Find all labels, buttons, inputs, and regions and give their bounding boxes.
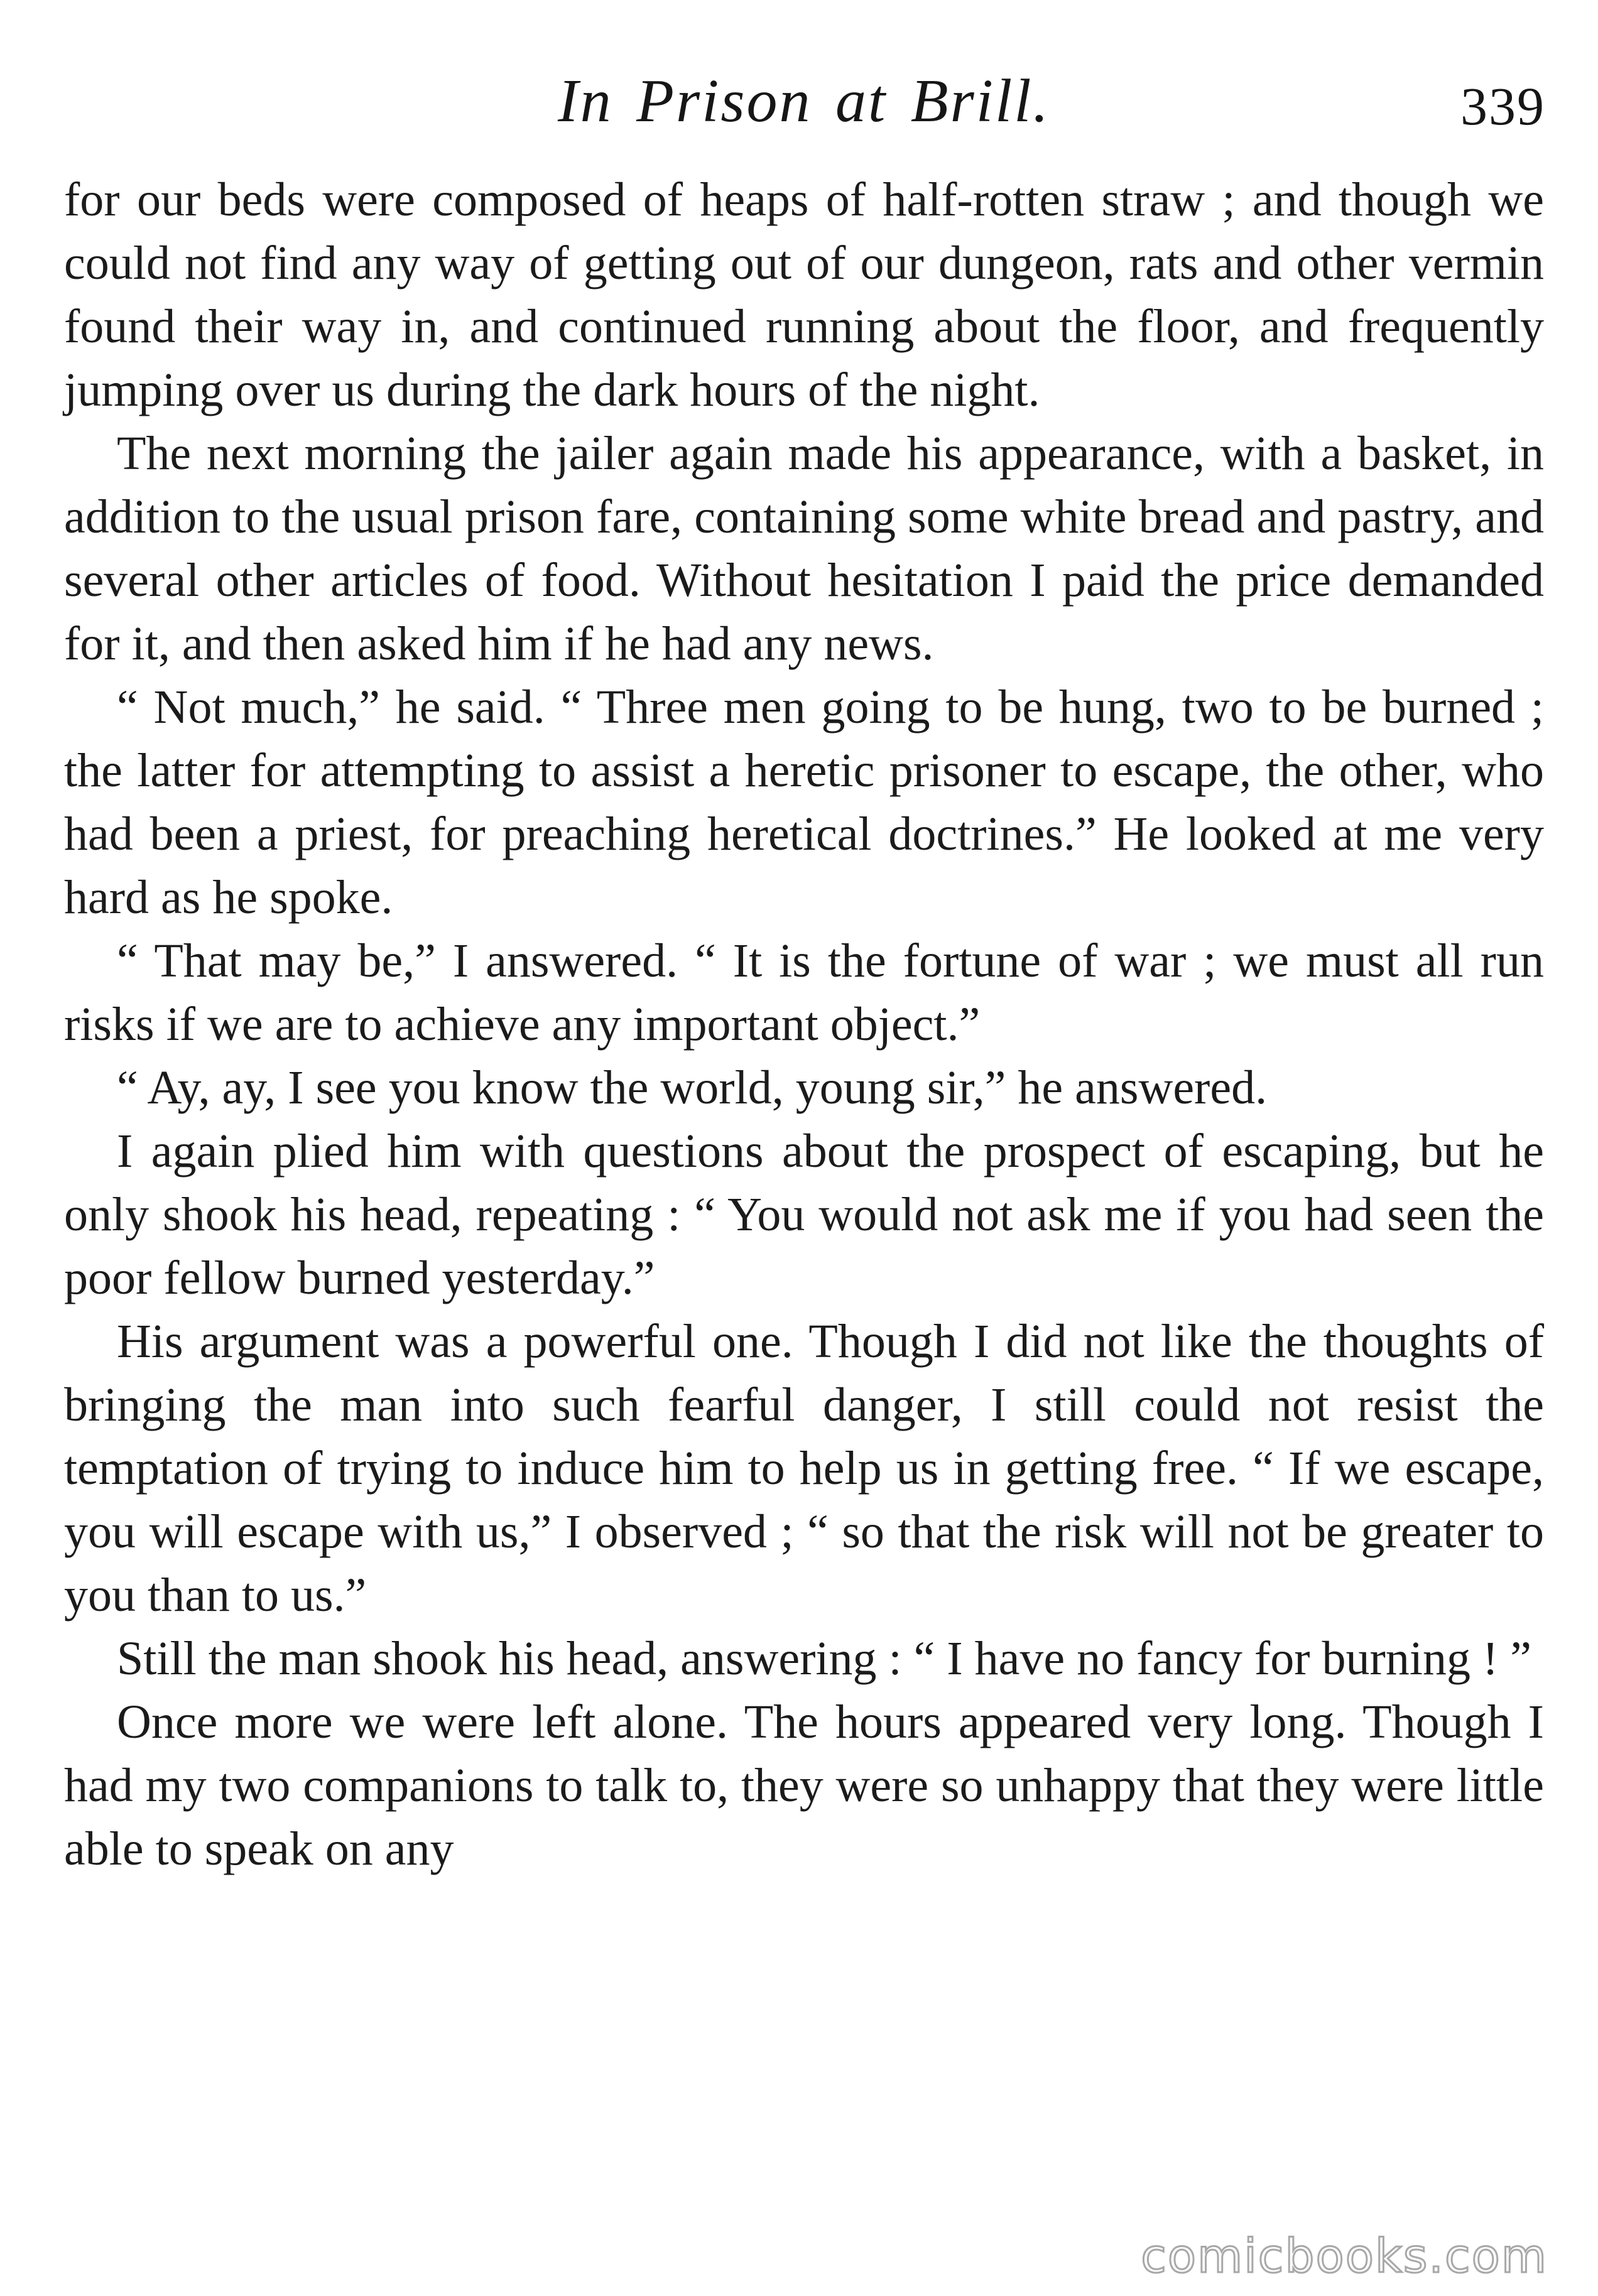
paragraph-1: for our beds were composed of heaps of half-rotten straw ; and though we could not find any way of getting out of our dungeon, rats and other vermin found their way in, and continued running about the floor, and frequently jumping over us during the dark hours of the night. [64,173,1544,416]
paragraph-7: His argument was a powerful one. Though I did not like the thoughts of bringing the man into such fearful danger, I still could not resist the temptation of trying to induce him to help us in getting free. “ If we escape, you will escape with us,” I observed ; “ so that the risk will not be greater to you than to us.” [64,1315,1544,1622]
body-text [64,168,1544,1881]
paragraph-5: “ Ay, ay, I see you know the world, young sir,” he answered. [117,1061,1268,1114]
watermark: comicbooks.com [1141,2229,1548,2283]
paragraph-9: Once more we were left alone. The hours appeared very long. Though I had my two companions to talk to, they were so unhappy that they were little able to speak on any [64,1696,1544,1875]
paragraph-8: Still the man shook his head, answering : “ I have no fancy for burning ! ” [117,1632,1531,1685]
paragraph-6: I again plied him with questions about the prospect of escaping, but he only shook his head, repeating : “ You would not ask me if you had seen the poor fellow burned yesterday.” [64,1125,1544,1304]
paragraph-3: “ Not much,” he said. “ Three men going to be hung, two to be burned ; the latter for attempting to assist a heretic prisoner to escape, the other, who had been a priest, for preaching heretical doctrines.” He looked at me very hard as he spoke. [64,681,1544,924]
page-header [63,54,1545,148]
paragraph-2: The next morning the jailer again made his appearance, with a basket, in addition to the usual prison fare, containing some white bread and pastry, and several other articles of food. Without hesitation I paid the price demanded for it, and then asked him if he had any news. [64,427,1544,670]
running-title: In Prison at Brill. [558,67,1050,135]
paragraph-4: “ That may be,” I answered. “ It is the fortune of war ; we must all run risks if we are to achieve any important object.” [64,934,1544,1051]
page-number: 339 [1460,76,1545,136]
